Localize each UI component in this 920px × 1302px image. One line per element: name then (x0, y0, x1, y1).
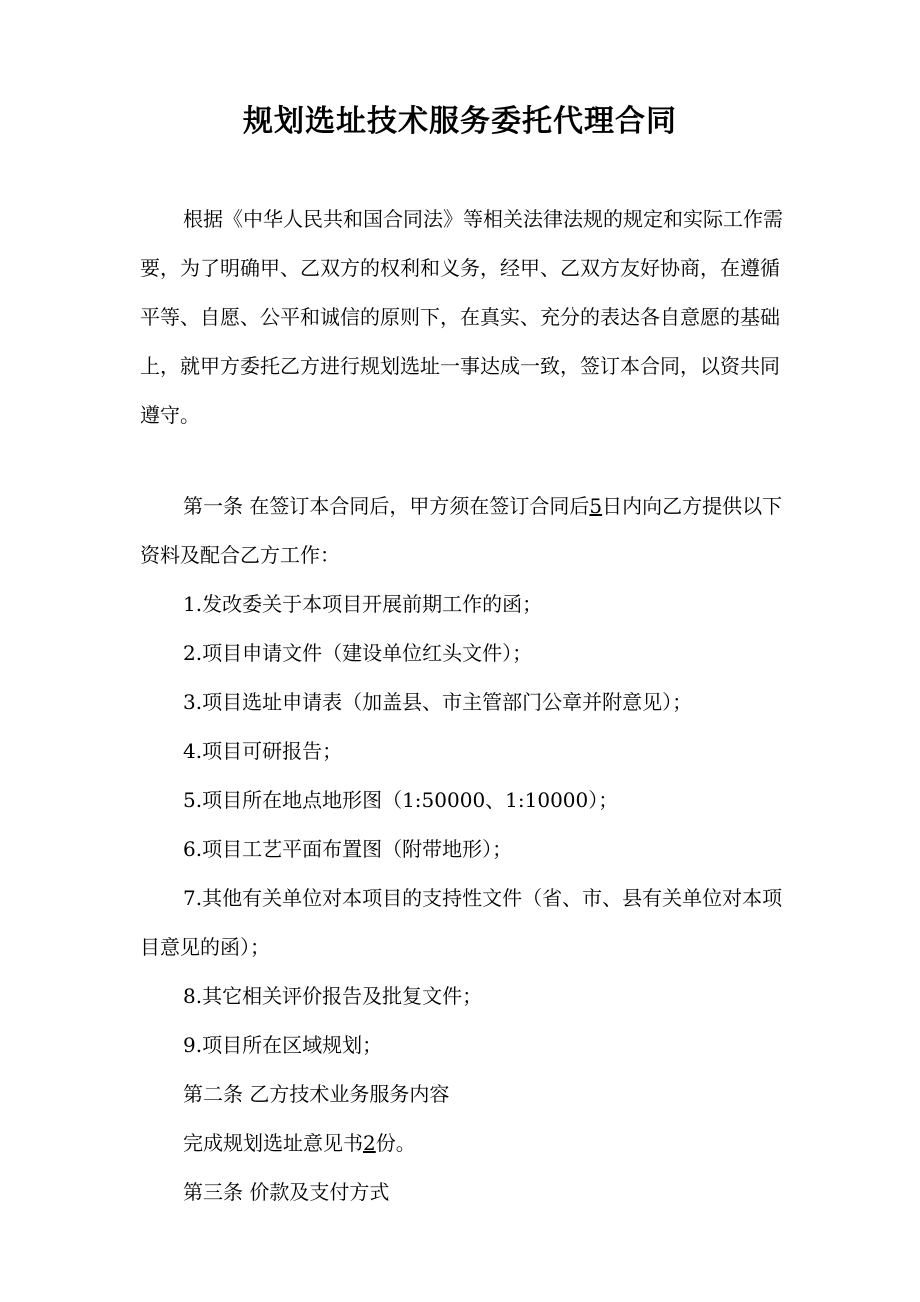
article-3-heading: 第三条 价款及支付方式 (183, 1180, 390, 1204)
article-2-heading: 第二条 乙方技术业务服务内容 (183, 1082, 450, 1106)
article-1-text-end: 日内向乙方提供以下资料及配合乙方工作： (140, 494, 783, 567)
article-1 (140, 482, 784, 580)
service-text-end: 份。 (375, 1131, 416, 1155)
list-item: 2.项目申请文件（建设单位红头文件）； (183, 641, 533, 665)
document-title: 规划选址技术服务委托代理合同 (243, 104, 677, 139)
list-item: 6.项目工艺平面布置图（附带地形）； (183, 837, 513, 861)
list-item: 8.其它相关评价报告及批复文件； (183, 984, 483, 1008)
list-item: 4.项目可研报告； (183, 739, 343, 763)
service-text-start: 完成规划选址意见书 (183, 1131, 363, 1155)
service-content (140, 1119, 784, 1168)
contract-terms (140, 482, 784, 1217)
list-item: 9.项目所在区域规划； (183, 1033, 383, 1057)
list-item: 1.发改委关于本项目开展前期工作的函； (183, 592, 543, 616)
article-1-days: 5 (589, 494, 603, 518)
service-count: 2 (363, 1131, 376, 1155)
list-item: 3.项目选址申请表（加盖县、市主管部门公章并附意见）； (183, 690, 693, 714)
intro-paragraph: 根据《中华人民共和国合同法》等相关法律法规的规定和实际工作需要，为了明确甲、乙双方的权利和义务，经甲、乙双方友好协商，在遵循平等、自愿、公平和诚信的原则下，在真实、充分的表达各自意愿的基础上，就甲方委托乙方进行规划选址一事达成一致，签订本合同，以资共同遵守。 (140, 207, 783, 427)
list-item: 5.项目所在地点地形图（1:50000、1:10000）； (183, 788, 619, 812)
list-item: 7.其他有关单位对本项目的支持性文件（省、市、县有关单位对本项目意见的函）； (140, 886, 783, 959)
article-1-text-start: 第一条 在签订本合同后，甲方须在签订合同后 (183, 494, 590, 518)
